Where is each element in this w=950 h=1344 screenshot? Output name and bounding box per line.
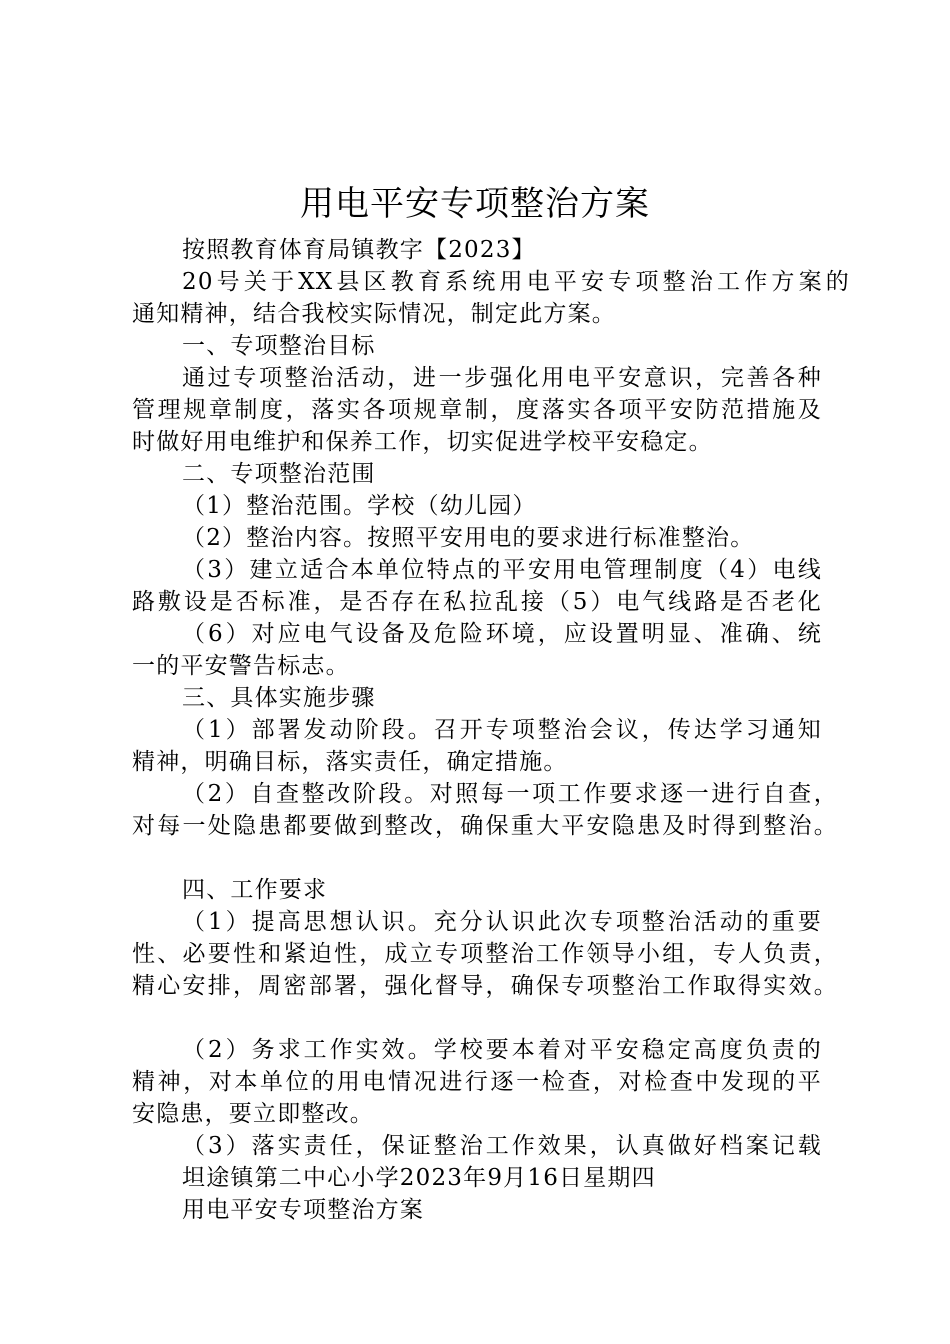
paragraph-line: 精心安排，周密部署，强化督导，确保专项整治工作取得实效。 xyxy=(132,973,838,999)
section-heading: 三、具体实施步骤 xyxy=(182,685,376,711)
document-title: 用电平安专项整治方案 xyxy=(300,184,650,224)
section-heading: 二、专项整治范围 xyxy=(182,461,376,487)
paragraph-line: 按照教育体育局镇教字【2023】 xyxy=(182,237,536,263)
paragraph-line: 安隐患，要立即整改。 xyxy=(132,1101,374,1127)
paragraph-line: 对每一处隐患都要做到整改，确保重大平安隐患及时得到整治。 xyxy=(132,813,838,839)
paragraph-line: 精神，对本单位的用电情况进行逐一检查，对检查中发现的平 xyxy=(132,1069,822,1095)
paragraph-line: 管理规章制度，落实各项规章制，度落实各项平安防范措施及 xyxy=(132,397,822,423)
footer-title: 用电平安专项整治方案 xyxy=(182,1197,424,1223)
paragraph-line: 20号关于XX县区教育系统用电平安专项整治工作方案的 xyxy=(182,269,850,295)
paragraph-line: 路敷设是否标准，是否存在私拉乱接（5）电气线路是否老化 xyxy=(132,589,822,615)
section-heading: 一、专项整治目标 xyxy=(182,333,376,359)
list-item: （1）提高思想认识。充分认识此次专项整治活动的重要 xyxy=(182,909,822,935)
signature-date: 坦途镇第二中心小学2023年9月16日星期四 xyxy=(182,1165,656,1191)
paragraph-line: 精神，明确目标，落实责任，确定措施。 xyxy=(132,749,568,775)
paragraph-line: 一的平安警告标志。 xyxy=(132,653,350,679)
list-item: （1）整治范围。学校（幼儿园） xyxy=(182,493,537,519)
list-item: （2）自查整改阶段。对照每一项工作要求逐一进行自查， xyxy=(182,781,838,807)
list-item: （6）对应电气设备及危险环境，应设置明显、准确、统 xyxy=(182,621,822,647)
paragraph-line: 通知精神，结合我校实际情况，制定此方案。 xyxy=(132,301,616,327)
section-heading: 四、工作要求 xyxy=(182,877,328,903)
paragraph-line: 性、必要性和紧迫性，成立专项整治工作领导小组，专人负责， xyxy=(132,941,838,967)
list-item: （3）建立适合本单位特点的平安用电管理制度（4）电线 xyxy=(182,557,822,583)
list-item: （2）务求工作实效。学校要本着对平安稳定高度负责的 xyxy=(182,1037,822,1063)
list-item: （1）部署发动阶段。召开专项整治会议，传达学习通知 xyxy=(182,717,822,743)
paragraph-line: 时做好用电维护和保养工作，切实促进学校平安稳定。 xyxy=(132,429,713,455)
paragraph-line: 通过专项整治活动，进一步强化用电平安意识，完善各种 xyxy=(182,365,822,391)
list-item: （2）整治内容。按照平安用电的要求进行标准整治。 xyxy=(182,525,755,551)
list-item: （3）落实责任，保证整治工作效果，认真做好档案记载 xyxy=(182,1133,822,1159)
